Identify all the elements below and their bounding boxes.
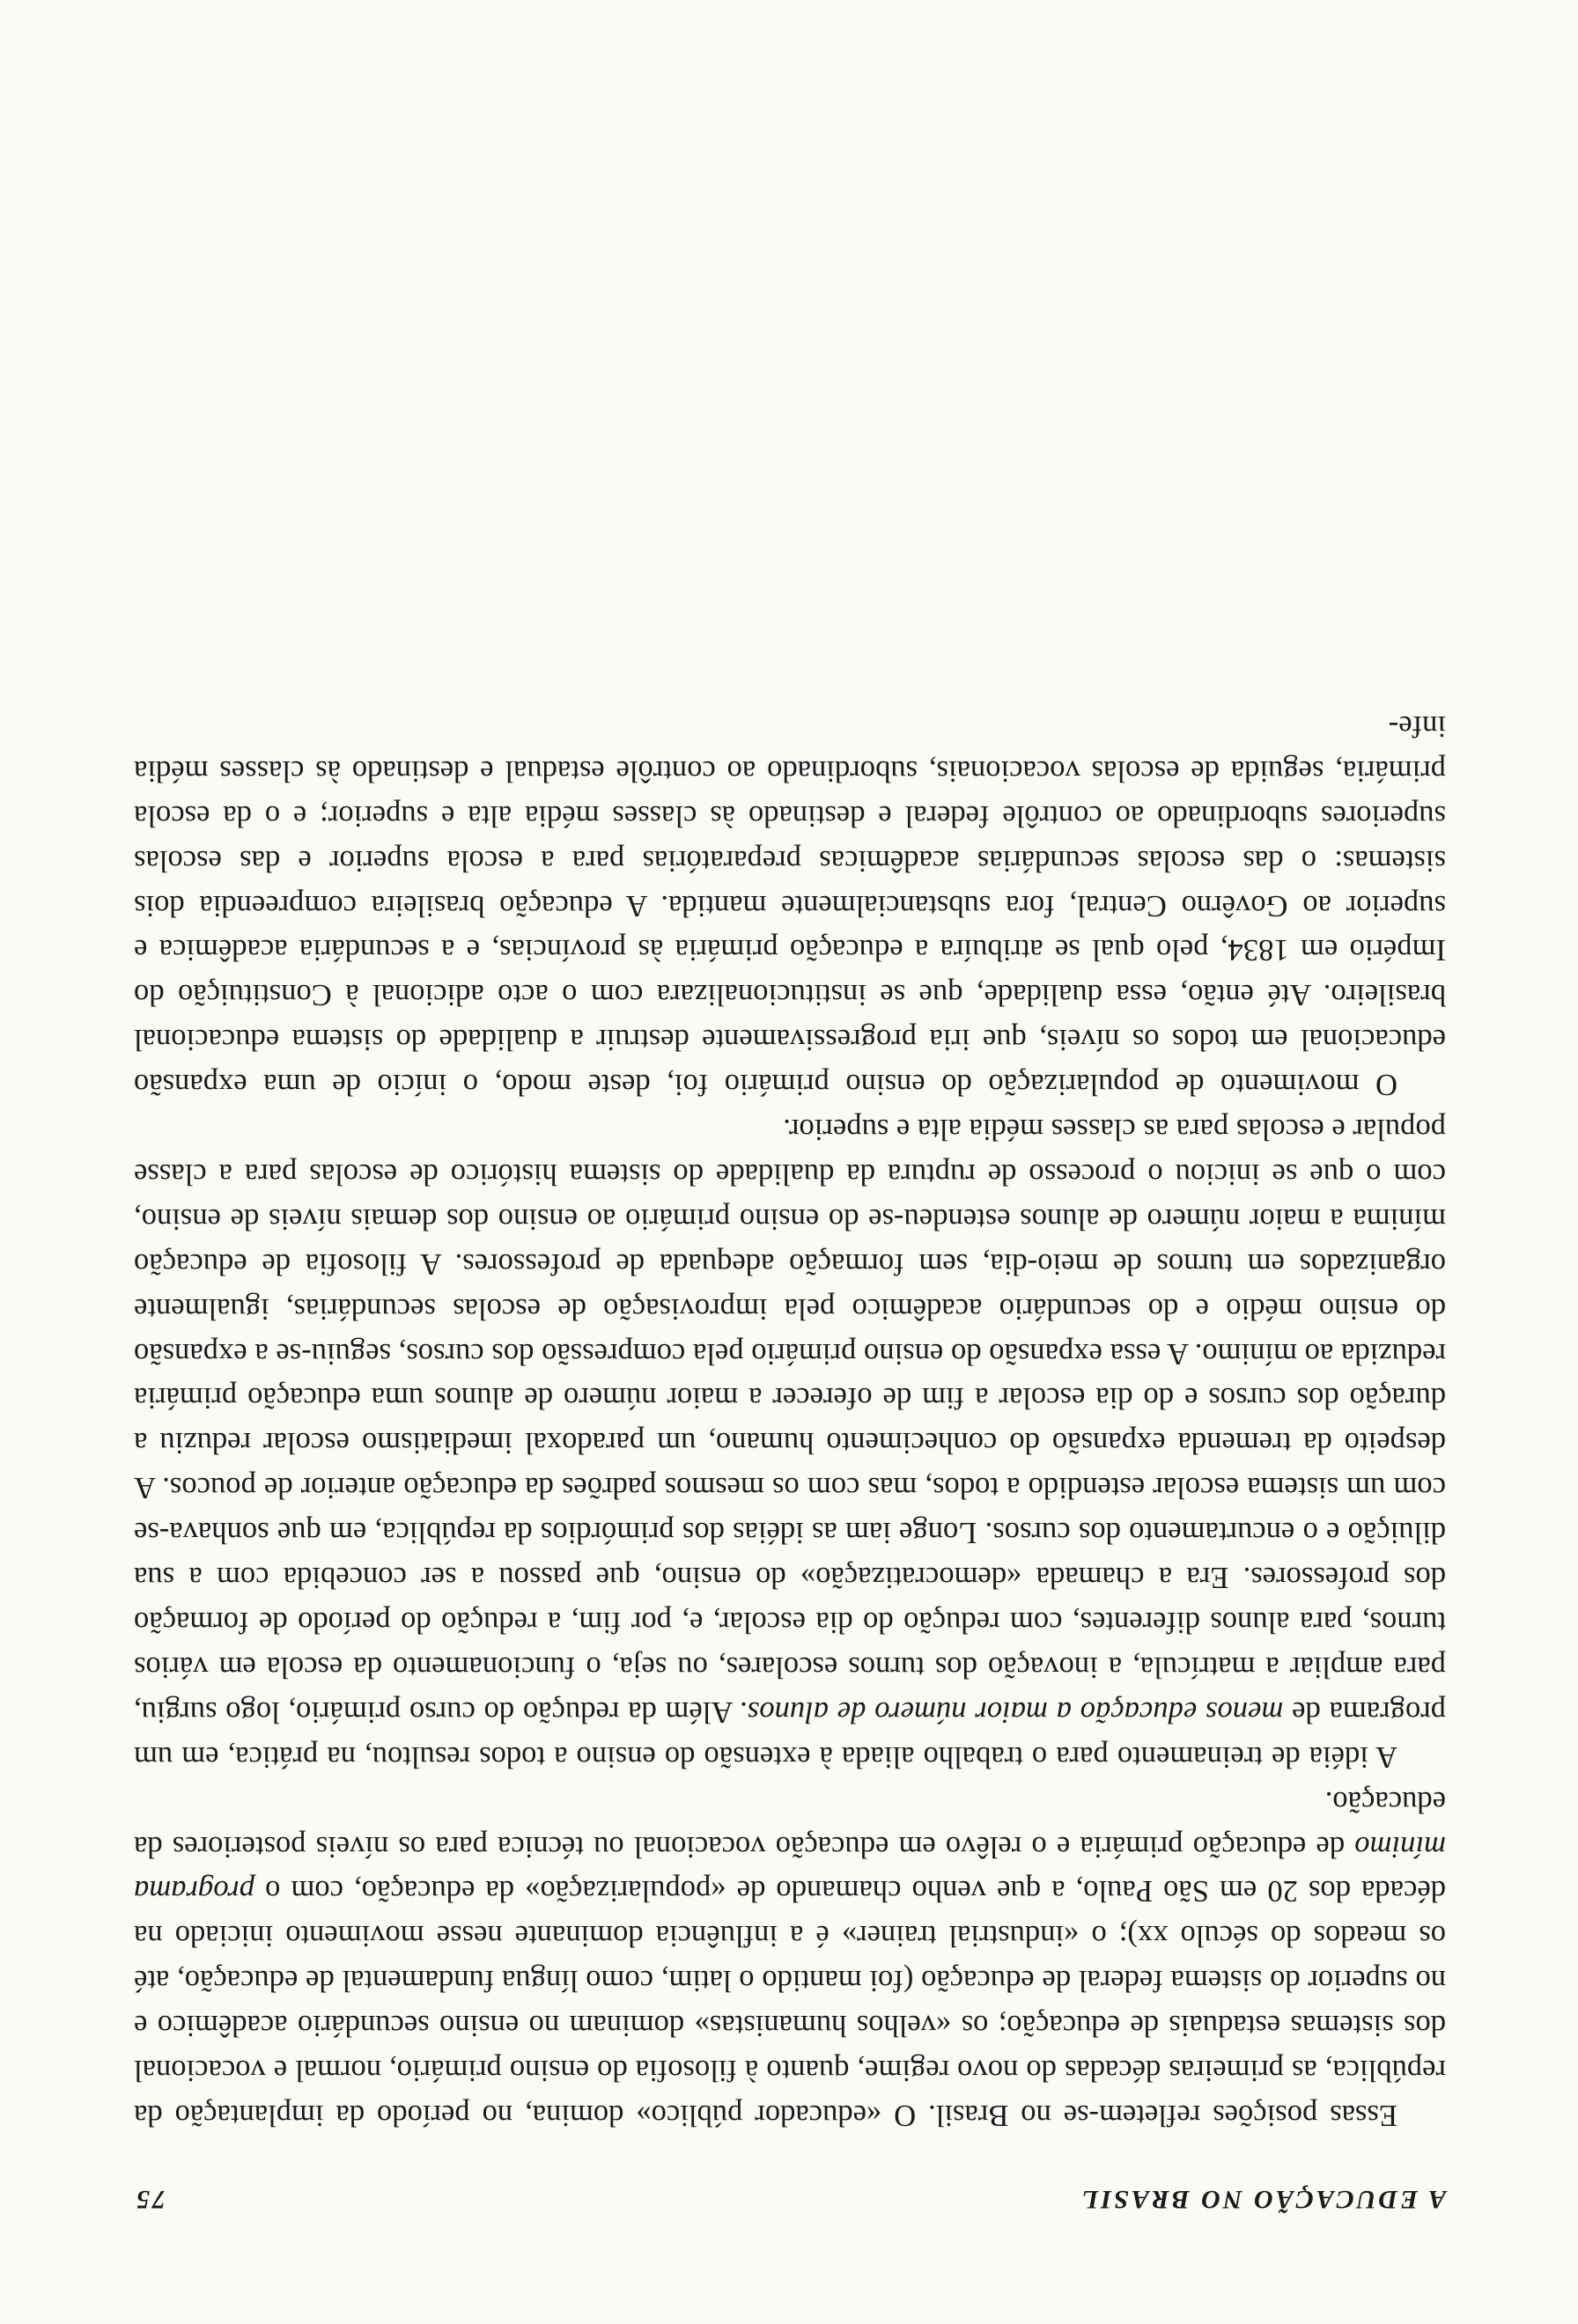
paragraph-3-text: O movimento de popularização do ensino primário foi, deste modo, o início de uma expansão educacional em todos os níveis, que iria progressivamente destruir a dualidade do sistema educacional brasileiro. Até então, essa dualidade, que se institucionalizara com o acto adicional à Constituição do Império em 1834, pelo qual se atribuíra a educação primária às províncias, e a secundária acadêmica e superior ao Govêrno Central, fora substancialmente mantida. A educação brasileira compreendia dois sistemas: o das escolas secundárias acadêmicas preparatórias para a escola superior e das escolas superiores subordinado ao contrôle federal e destinado às classes média alta e superior; e o da escola primária, seguida de escolas vocacionais, subordinado ao contrôle estadual e destinado às classes média infe- — [134, 709, 1446, 1102]
body-text — [134, 703, 1446, 2137]
paragraph-1 — [134, 1779, 1446, 2137]
paragraph-1-italic-phrase: programa mínimo — [134, 1829, 1446, 1908]
paragraph-2-text-a: A idéia de treinamento para o trabalho aliada à extensão do ensino a todos resultou, na prática, em um programa de — [134, 1695, 1446, 1774]
paragraph-1-text-b: de educação primária e o relêvo em educação vocacional ou técnica para os níveis posteriores da educação. — [134, 1784, 1446, 1864]
page-number: 75 — [134, 2185, 166, 2214]
paragraph-2 — [134, 1107, 1446, 1779]
paragraph-3 — [134, 703, 1446, 1107]
running-header — [134, 2184, 1446, 2214]
paragraph-2-italic-phrase: menos educação a maior número de alunos — [747, 1695, 1284, 1729]
paragraph-2-text-b: . Além da redução do curso primário, logo surgiu, para ampliar a matrícula, a inovação dos turnos escolares, ou seja, o funcionamento da escola em vários turnos, para alunos diferentes, com redução do dia escolar, e, por fim, a redução do período de formação dos professores. Era a chamada «democratização» do ensino, que passou a ser concebida com a sua diluição e o encurtamento dos cursos. Longe iam as idéias dos primórdios da república, em que sonhava-se com um sistema escolar estendido a todos, mas com os mesmos padrões da educação anterior de poucos. A despeito da tremenda expansão do conhecimento humano, um paradoxal imediatismo escolar reduziu a duração dos cursos e do dia escolar a fim de oferecer a maior número de alunos uma educação primária reduzida ao mínimo. A essa expansão do ensino primário pela compressão dos cursos, seguiu-se a expansão do ensino médio e do secundário acadêmico pela improvisação de escolas secundárias, igualmente organizados em turnos de meio-dia, sem formação adequada de professores. A filosofia de educação mínima a maior número de alunos estendeu-se do ensino primário ao ensino dos demais níveis de ensino, com o que se iniciou o processo de ruptura da dualidade do sistema histórico de escolas para a classe popular e escolas para as classes média alta e superior. — [133, 1113, 1446, 1729]
paragraph-1-text-a: Essas posições refletem-se no Brasil. O «educador público» domina, no período da implantação da república, as primeiras décadas do novo regime, quanto à filosofia do ensino primário, normal e vocacional dos sistemas estaduais de educação; os «velhos humanistas» dominam no ensino secundário acadêmico e no superior do sistema federal de educação (foi mantido o latim, como língua fundamental de educação, até os meados do século xx); o «industrial trainer» é a influência dominante nesse movimento iniciado na década dos 20 em São Paulo, a que venho chamando de «popularização» da educação, com o — [134, 1874, 1446, 2132]
running-title: A EDUCAÇÃO NO BRASIL — [1080, 2185, 1446, 2214]
